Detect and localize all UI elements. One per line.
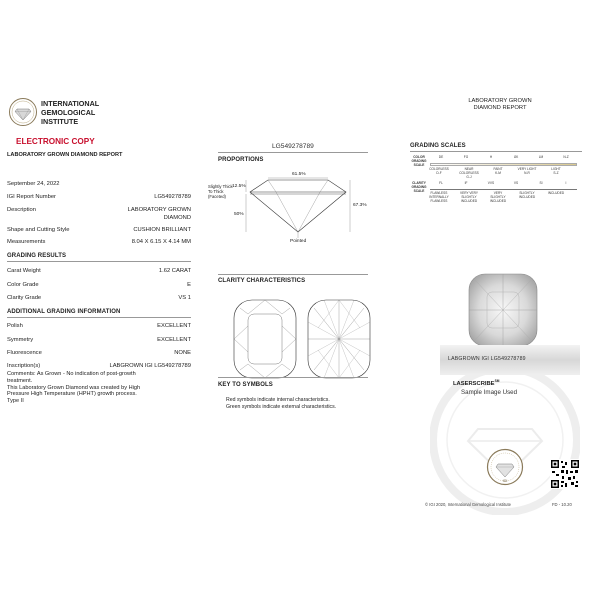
divider (218, 377, 368, 378)
institute-name-line: GEMOLOGICAL (41, 108, 96, 117)
color-desc-line: LIGHT (551, 167, 561, 171)
clarity-desc-line: INTERNALLY (429, 194, 449, 199)
igi-logo-icon (8, 97, 38, 127)
color-grade: N-Z (563, 155, 569, 159)
description-line: DIAMOND (163, 214, 191, 221)
clarity-desc (545, 192, 567, 196)
color-desc (516, 168, 538, 176)
clarity-scale-label (410, 182, 428, 194)
laser-inscription-image (440, 345, 580, 375)
color-desc (545, 168, 567, 176)
color-desc-line: FAINT (493, 167, 503, 171)
report-title: LABORATORY GROWN DIAMOND REPORT (7, 152, 123, 158)
color-desc-line: N-R (524, 170, 530, 175)
color-grade: H (489, 155, 493, 159)
clarity-desc-line: SLIGHTLY (461, 194, 477, 199)
girdle-line: To Thick (208, 189, 224, 194)
comment-line: treatment. (7, 377, 33, 384)
key-line: Green symbols indicate external characteristics. (226, 403, 337, 410)
key-line: Red symbols indicate internal characteristics. (226, 397, 330, 403)
clarity-desc (516, 192, 538, 200)
color-desc (458, 168, 480, 180)
comment-line: Type II (7, 398, 24, 405)
clarity-grade: IF (464, 181, 468, 185)
laserscribe-sm: SM (494, 379, 500, 383)
sample-image-caption: Sample Image Used (461, 389, 518, 396)
diamond-photo (463, 270, 543, 350)
proportions-diagram (238, 168, 358, 248)
clarity-desc (428, 192, 450, 204)
clarity-desc-line: VERY (493, 191, 503, 195)
fluorescence-value: NONE (174, 350, 191, 356)
color-grade: LM (538, 155, 544, 159)
institute-name-line: INSTITUTE (41, 117, 79, 126)
clarity-desc-line: SLIGHTLY (519, 191, 535, 195)
scale-label-line: SCALE (413, 188, 425, 193)
color-desc-line: S-Z (553, 170, 559, 175)
right-title-line: LABORATORY GROWN (468, 98, 532, 104)
clarity-desc (487, 192, 509, 204)
field-label: Clarity Grade (7, 295, 42, 301)
clarity-grade: FL (439, 181, 443, 185)
description-line: LABORATORY GROWN (127, 207, 191, 213)
clarity-value: VS 1 (178, 295, 191, 301)
crown-plot-diagram (232, 298, 298, 380)
right-title-line: DIAMOND REPORT (473, 105, 527, 111)
color-desc-line: VERY LIGHT (517, 167, 537, 171)
clarity-grade: VS (513, 181, 519, 185)
table-percent: 61.5% (292, 172, 306, 177)
color-gradient-bar (430, 163, 577, 166)
color-desc-line: COLORLESS (429, 167, 449, 171)
key-to-symbols-text (226, 397, 336, 410)
field-label: Color Grade (7, 282, 39, 288)
clarity-scale-line (430, 189, 577, 190)
institute-name-line: INTERNATIONAL (41, 99, 100, 108)
igi-watermark-icon (430, 365, 580, 515)
scale-label-line: GRADING (411, 158, 427, 163)
clarity-characteristics-header: CLARITY CHARACTERISTICS (218, 278, 306, 284)
field-label: Inscription(s) (7, 363, 41, 369)
field-label: Measurements (7, 239, 46, 245)
comment-line: Comments: As Grown - No indication of post-growth (7, 371, 136, 377)
pavilion-plot-diagram (306, 298, 372, 380)
divider (218, 274, 368, 275)
laser-inscription-text: LABGROWN IGI LG549278789 (448, 356, 526, 362)
footer-code: FD - 10.20 (552, 502, 572, 507)
color-scale-label (410, 156, 428, 168)
comment-line: Pressure High Temperature (HPHT) growth process. (7, 391, 137, 398)
clarity-grade: SI (539, 181, 543, 185)
divider (7, 317, 191, 318)
field-label: Shape and Cutting Style (7, 227, 70, 233)
polish-value: EXCELLENT (157, 323, 191, 329)
culet-label: Pointed (290, 239, 307, 244)
institute-name (41, 99, 99, 126)
scale-label-line: SCALE (413, 162, 425, 167)
comments (7, 371, 191, 405)
seal-text: IGI (502, 479, 508, 483)
key-to-symbols-header: KEY TO SYMBOLS (218, 382, 273, 388)
pavilion-percent: 50% (234, 212, 244, 217)
scale-label-line: COLOR (413, 155, 425, 159)
girdle-line: (Faceted) (208, 194, 226, 199)
girdle-line: Slightly Thick (208, 184, 233, 189)
field-label: Description (7, 207, 36, 213)
clarity-desc-line: SLIGHTLY (490, 194, 506, 199)
inscription-value: LABGROWN IGI LG549278789 (109, 363, 191, 369)
divider (218, 152, 368, 153)
girdle-label (208, 184, 233, 199)
color-desc (428, 168, 450, 176)
grading-results-header: GRADING RESULTS (7, 253, 67, 259)
comment-line: This Laboratory Grown Diamond was created by High (7, 384, 141, 391)
electronic-copy-label: ELECTRONIC COPY (16, 137, 95, 146)
laserscribe-label (453, 379, 499, 387)
crown-percent: 12.5% (232, 184, 246, 189)
clarity-desc (458, 192, 480, 204)
grading-scales-header: GRADING SCALES (410, 143, 466, 149)
qr-code-icon[interactable] (550, 459, 580, 489)
field-label: Carat Weight (7, 268, 41, 274)
depth-percent: 67.3% (353, 203, 367, 208)
description-value (128, 207, 191, 222)
clarity-desc-line: FLAWLESS (430, 191, 448, 195)
right-top-title (452, 98, 548, 112)
report-date: September 24, 2022 (7, 181, 60, 187)
measurements-value: 8.04 X 6.15 X 4.14 MM (131, 239, 191, 245)
clarity-grade: I (565, 181, 567, 185)
color-desc (487, 168, 509, 176)
color-desc-line: K-M (495, 170, 501, 175)
color-grade: DE (438, 155, 444, 159)
color-desc-line: COLORLESS (459, 170, 479, 175)
color-desc-line: D-F (436, 170, 442, 175)
clarity-desc-line: INCLUDED (518, 194, 536, 199)
field-label: Fluorescence (7, 350, 42, 356)
clarity-desc-line: INCLUDED (547, 191, 565, 195)
clarity-grade: VVS (487, 181, 495, 185)
divider (410, 151, 582, 152)
color-desc-line: NEAR (464, 167, 474, 171)
shape-value: CUSHION BRILLIANT (133, 227, 191, 233)
footer-copyright: © IGI 2020, International Gemological Institute (425, 502, 511, 507)
laserscribe-text: LASERSCRIBE (453, 380, 495, 387)
field-label: Polish (7, 323, 23, 329)
field-label: Symmetry (7, 337, 34, 343)
clarity-desc-line: VERY VERY (459, 191, 479, 195)
additional-info-header: ADDITIONAL GRADING INFORMATION (7, 309, 121, 315)
color-grade: IJK (513, 155, 519, 159)
clarity-desc-line: FLAWLESS (430, 198, 448, 203)
clarity-desc-line: INCLUDED (460, 198, 478, 203)
proportions-header: PROPORTIONS (218, 157, 264, 163)
scale-label-line: GRADING (411, 184, 427, 189)
clarity-desc-line: INCLUDED (489, 198, 507, 203)
color-desc-line: G-J (466, 174, 472, 179)
field-label: IGI Report Number (7, 194, 56, 200)
carat-value: 1.62 CARAT (158, 268, 191, 274)
divider (7, 261, 191, 262)
igi-seal-icon (486, 448, 524, 486)
scale-label-line: CLARITY (412, 181, 426, 185)
symmetry-value: EXCELLENT (157, 337, 191, 343)
center-report-number: LG549278789 (272, 143, 314, 150)
color-grade: FG (463, 155, 469, 159)
color-value: E (187, 282, 191, 288)
report-number-value: LG549278789 (154, 194, 191, 200)
